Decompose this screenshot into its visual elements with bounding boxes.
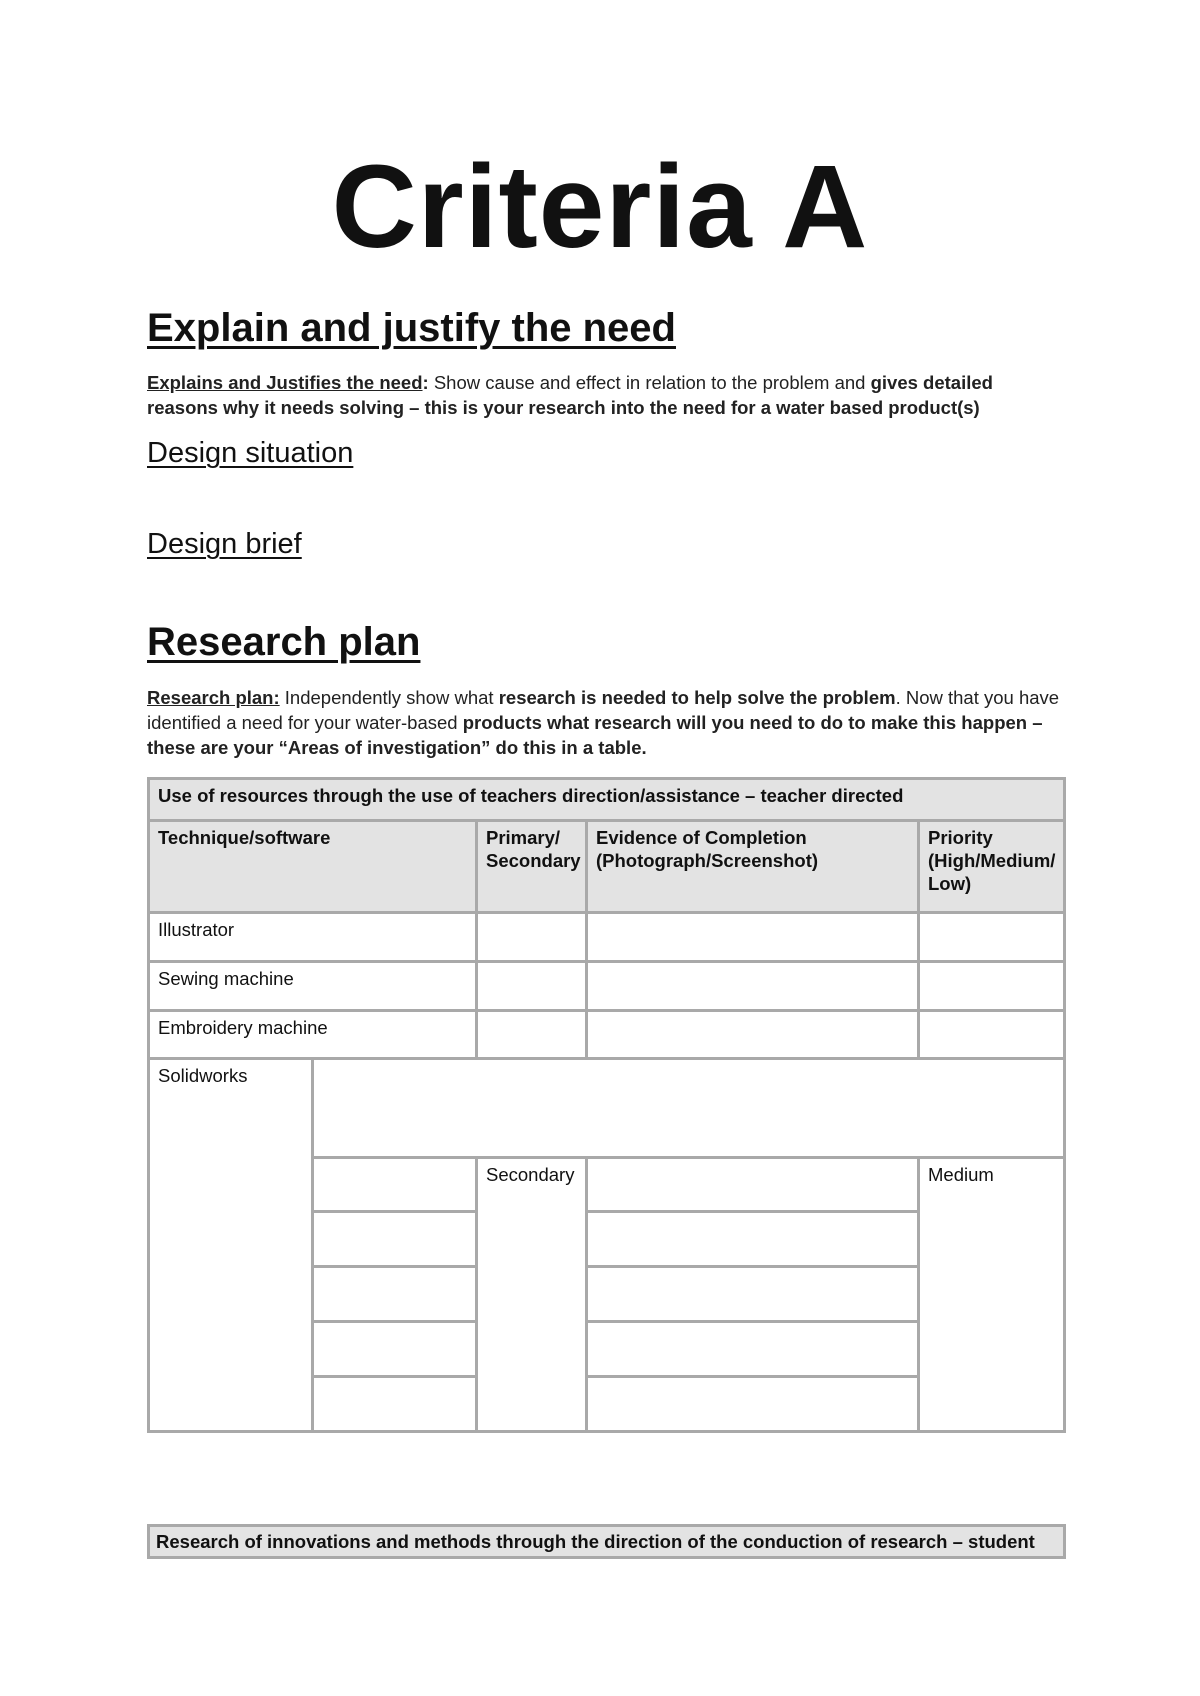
table-row <box>149 913 1065 962</box>
header-primary-secondary: Primary/ Secondary <box>477 821 587 913</box>
table-row <box>149 962 1065 1011</box>
design-situation-heading: Design situation <box>147 437 354 469</box>
design-brief-heading: Design brief <box>147 528 302 560</box>
solidworks-priority-cell[interactable]: Medium <box>919 1158 1065 1432</box>
research-plan-text-1: Independently show what <box>279 687 499 708</box>
header-evidence: Evidence of Completion (Photograph/Screenshot) <box>587 821 919 913</box>
solidworks-primary-secondary-cell[interactable]: Secondary <box>477 1158 587 1432</box>
technique-cell[interactable]: Embroidery machine <box>149 1011 477 1059</box>
priority-cell[interactable] <box>919 1011 1065 1059</box>
evidence-cell[interactable] <box>587 1322 919 1377</box>
primary-secondary-cell[interactable] <box>477 962 587 1011</box>
research-plan-lead: Research plan: <box>147 687 280 708</box>
explain-need-lead: Explains and Justifies the need <box>147 372 423 393</box>
evidence-cell[interactable] <box>587 1267 919 1322</box>
innovations-table-banner: Research of innovations and methods through the direction of the conduction of research – student <box>149 1526 1065 1558</box>
section-heading-explain-need: Explain and justify the need <box>147 306 676 350</box>
technique-cell[interactable]: Illustrator <box>149 913 477 962</box>
primary-secondary-cell[interactable] <box>477 1011 587 1059</box>
evidence-cell[interactable] <box>587 913 919 962</box>
page-title: Criteria A <box>331 141 869 273</box>
solidworks-cell[interactable]: Solidworks <box>149 1059 313 1432</box>
explain-need-paragraph <box>147 370 1067 420</box>
research-plan-text-2: . Now that you have identified a need for your water-based <box>147 687 1060 733</box>
table-banner-row <box>149 1526 1065 1558</box>
research-plan-bold-1: research is needed to help solve the problem <box>498 687 896 708</box>
sub-technique-cell[interactable] <box>313 1212 477 1267</box>
table-row <box>149 1059 1065 1158</box>
technique-cell[interactable]: Sewing machine <box>149 962 477 1011</box>
resources-table <box>147 777 1066 1433</box>
table-banner-row <box>149 779 1065 821</box>
research-plan-bold-2: products what research will you need to do to make this happen – these are your “Areas of investigation” do this in a table. <box>147 712 1043 758</box>
primary-secondary-cell[interactable] <box>477 913 587 962</box>
priority-cell[interactable] <box>919 962 1065 1011</box>
table-row <box>149 1011 1065 1059</box>
header-priority: Priority (High/Medium/ Low) <box>919 821 1065 913</box>
priority-cell[interactable] <box>919 913 1065 962</box>
evidence-cell[interactable] <box>587 1011 919 1059</box>
innovations-table <box>147 1524 1066 1559</box>
evidence-cell[interactable] <box>587 1212 919 1267</box>
section-heading-research-plan: Research plan <box>147 620 421 664</box>
evidence-cell[interactable] <box>587 962 919 1011</box>
explain-need-colon: : <box>422 372 429 393</box>
sub-technique-cell[interactable] <box>313 1158 477 1212</box>
sub-technique-cell[interactable] <box>313 1267 477 1322</box>
solidworks-notes-cell[interactable] <box>313 1059 1065 1158</box>
sub-technique-cell[interactable] <box>313 1377 477 1432</box>
resources-table-banner: Use of resources through the use of teachers direction/assistance – teacher directed <box>149 779 1065 821</box>
header-technique: Technique/software <box>149 821 477 913</box>
evidence-cell[interactable] <box>587 1158 919 1212</box>
explain-need-bold-text: gives detailed reasons why it needs solving – this is your research into the need for a water based product(s) <box>147 372 993 418</box>
research-plan-paragraph <box>147 685 1067 760</box>
sub-technique-cell[interactable] <box>313 1322 477 1377</box>
explain-need-text: Show cause and effect in relation to the problem and <box>428 372 871 393</box>
evidence-cell[interactable] <box>587 1377 919 1432</box>
table-header-row <box>149 821 1065 913</box>
